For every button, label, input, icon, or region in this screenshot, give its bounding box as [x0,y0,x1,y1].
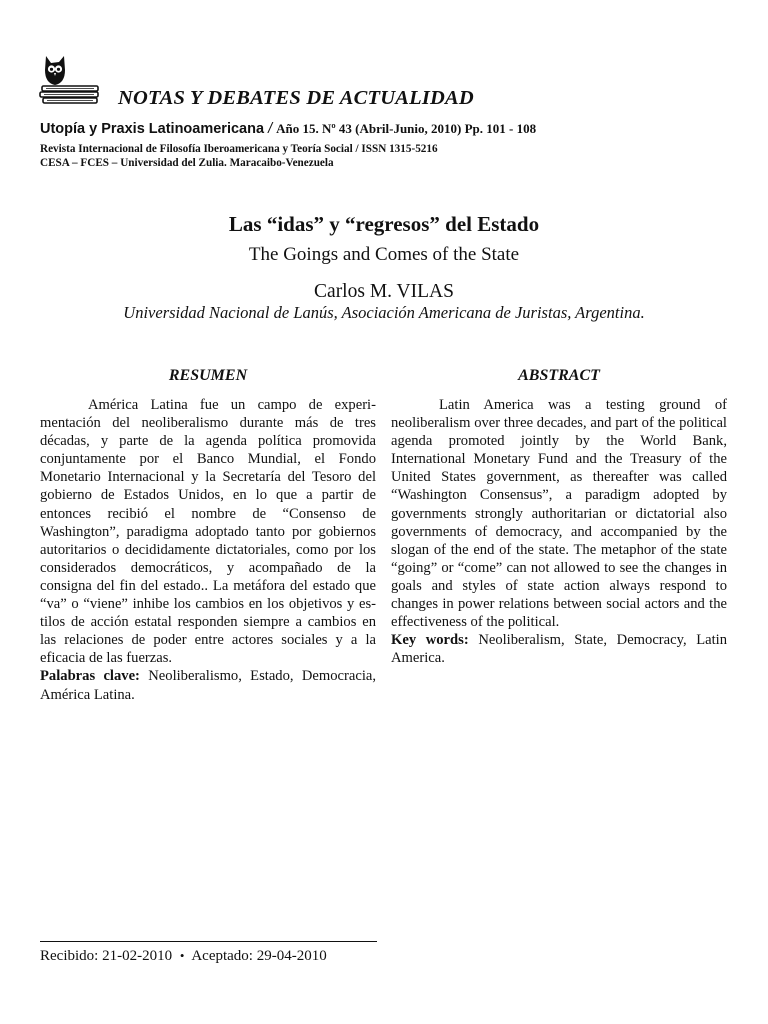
resumen-keywords-text: Neoliberalismo, Estado, Democracia, América Latina. [40,668,377,703]
journal-meta-issn: Revista Internacional de Filosofía Iberoamericana y Teoría Social / ISSN 1315-5216 [40,143,438,155]
author-affiliation: Universidad Nacional de Lanús, Asociación Americana de Juristas, Argentina. [123,303,645,322]
owl-books-logo-icon [38,50,102,108]
section-title: NOTAS Y DEBATES DE ACTUALIDAD [118,87,474,109]
resumen-body: América Latina fue un campo de experimentación del neoliberalismo durante más de tres décadas, y parte de la agenda política promovida conjuntamente por el Banco Mundial, el Fondo Monetario Internacional y la Secretaría del Tesoro del gobierno de Estados Unidos, en lo que a partir de entonces recibió el nombre de “Consenso de Washington”, paradigma adoptado tanto por gobiernos autoritarios o decididamente dictatoriales, como por los considerados democráticos, y acompañado de la consigna del fin del estado.. La metáfora del estado que “va” o “viene” inhibe los cambios en los objetivos y estilos de acción estatal responden siempre a cambios en las relaciones de poder entre actores sociales y a la eficacia de las fuerzas. [40,397,376,667]
journal-separator: / [268,121,273,137]
journal-line [40,121,536,137]
resumen-section [40,396,376,704]
abstract-section [391,396,727,667]
resumen-keywords-label: Palabras clave: [40,668,140,685]
abstract-keywords-label: Key words: [391,632,469,649]
journal-name: Utopía y Praxis Latinoamericana [40,121,265,137]
received-accepted-dates [40,948,327,965]
journal-details: Año 15. Nº 43 (Abril-Junio, 2010) Pp. 101 - 108 [276,121,537,136]
journal-meta-publisher: CESA – FCES – Universidad del Zulia. Maracaibo-Venezuela [40,157,334,169]
resumen-heading: RESUMEN [168,367,248,384]
article-title: Las “idas” y “regresos” del Estado [228,212,540,236]
abstract-keywords [391,631,727,667]
abstract-body: Latin America was a testing ground of neoliberalism over three decades, and part of the political agenda promoted jointly by the World Bank, International Monetary Fund and the Treasury of the United States government, as thereafter was called “Washington Consensus”, a paradigm adopted by governments strongly authoritarian or dictatorial also governments of democracy, and accompanied by the slogan of the end of the state. The metaphor of the state “going” or “come” can not allowed to see the changes in goals and styles of state action always respond to changes in power relations between social actors and the effectiveness of the political. [391,397,727,631]
resumen-keywords [40,667,376,703]
abstract-keywords-text: Neoliberalism, State, Democracy, Latin America. [391,632,728,667]
accepted-date: Aceptado: 29-04-2010 [191,948,327,964]
article-author: Carlos M. VILAS [314,281,454,302]
bullet-separator: • [179,948,185,963]
footer-rule [40,941,377,942]
abstract-heading: ABSTRACT [518,367,600,384]
received-date: Recibido: 21-02-2010 [40,948,173,964]
article-subtitle: The Goings and Comes of the State [248,244,520,265]
